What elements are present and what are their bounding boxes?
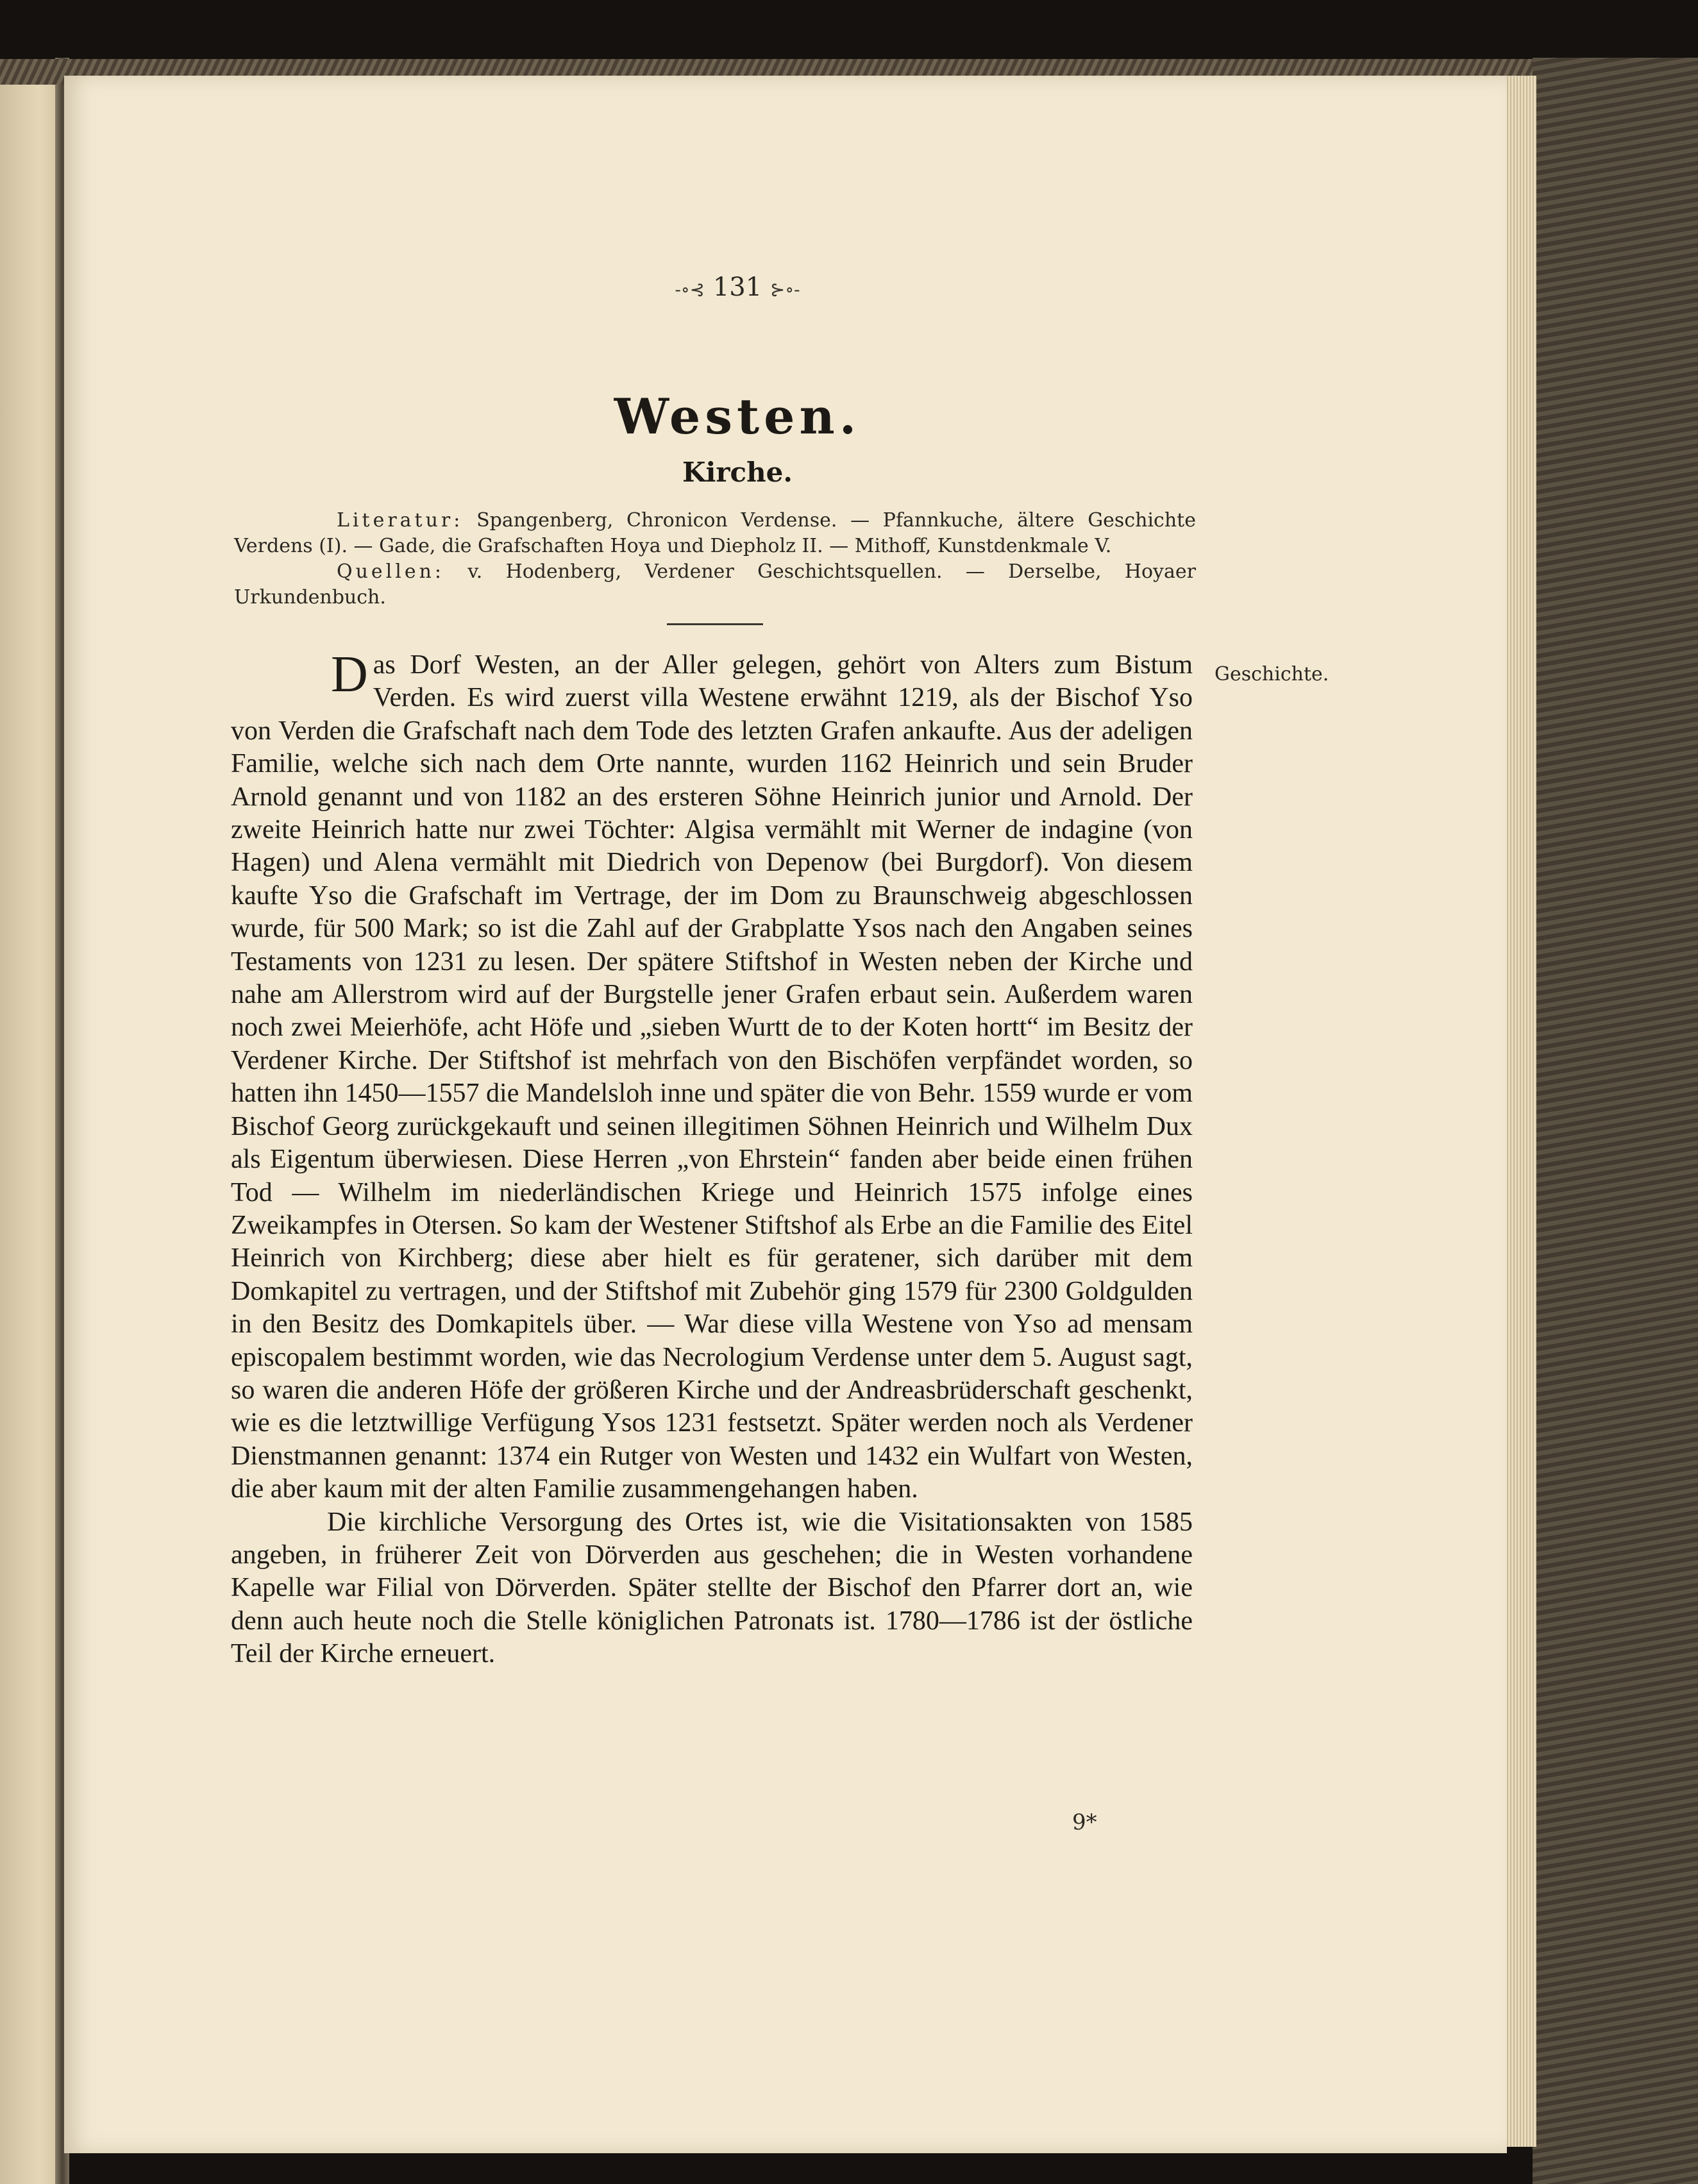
drop-cap: D: [331, 646, 368, 703]
paragraph-1-text: as Dorf Westen, an der Aller gelegen, gehört von Alters zum Bistum Verden. Es wird zuerst villa Westene erwähnt 1219, als der Bischof Yso von Verden die Grafschaft nach dem Tode des letzten Grafen ankaufte. Aus der adeligen Familie, welche sich nach dem Orte nannte, wurden 1162 Heinrich und sein Bruder Arnold genannt und von 1182 an des ersteren Söhne Heinrich junior und Arnold. Der zweite Heinrich hatte nur zwei Töchter: Algisa vermählt mit Werner de indagine (von Hagen) und Alena vermählt mit Diedrich von Depenow (bei Burgdorf). Von diesem kaufte Yso die Grafschaft im Vertrage, der im Dom zu Braunschweig abgeschlossen wurde, für 500 Mark; so ist die Zahl auf der Grabplatte Ysos nach den Angaben seines Testaments von 1231 zu lesen. Der spätere Stiftshof in Westen neben der Kirche und nahe am Allerstrom wird auf der Burgstelle jener Grafen erbaut sein. Außerdem waren noch zwei Meierhöfe, acht Höfe und „sieben Wurtt de to der Koten hortt“ im Besitz der Verdener Kirche. Der Stiftshof ist mehrfach von den Bischöfen verpfändet worden, so hatten ihn 1450—1557 die Mandelsloh inne und später die von Behr. 1559 wurde er vom Bischof Georg zurückgekauft und seinen illegitimen Söhnen Heinrich und Wilhelm Dux als Eigentum überwiesen. Diese Herren „von Ehrstein“ fanden aber beide einen frühen Tod — Wilhelm im niederländischen Kriege und Heinrich 1575 infolge eines Zweikampfes in Otersen. So kam der Westener Stiftshof als Erbe an die Familie des Eitel Heinrich von Kirchberg; diese aber hielt es für geratener, sich darüber mit dem Domkapitel zu vertragen, und der Stiftshof mit Zubehör ging 1579 für 2300 Goldgulden in den Besitz des Domkapitels über. — War diese villa Westene von Yso ad mensam episcopalem bestimmt worden, wie das Necrologium Verdense unter dem 5. August sagt, so waren die anderen Höfe der größeren Kirche und der Andreasbrüderschaft geschenkt, wie es die letztwillige Verfügung Ysos 1231 festsetzt. Später werden noch als Verdener Dienstmannen genannt: 1374 ein Rutger von Westen und 1432 ein Wulfart von Westen, die aber kaum mit der alten Familie zusammengehangen haben.: [231, 650, 1193, 1504]
page-title: Westen.: [614, 388, 861, 445]
page-number: [603, 273, 872, 302]
literature-note: [234, 508, 1196, 559]
literature-label: Literatur:: [337, 509, 464, 532]
section-divider: [667, 623, 763, 625]
page-number-value: 131: [712, 273, 762, 302]
body-text: [231, 646, 1193, 1671]
paragraph-2: Die kirchliche Versorgung des Ortes ist, wie die Visitationsakten von 1585 angeben, in früherer Zeit von Dörverden aus geschehen; die in Westen vorhandene Kapelle war Filial von Dörverden. Später stellte der Bischof den Pfarrer dort an, wie denn auch heute noch die Stelle königlichen Patronats ist. 1780—1786 ist der östliche Teil der Kirche erneuert.: [231, 1507, 1193, 1669]
signature-mark: 9*: [1072, 1810, 1097, 1835]
literature-text: Spangenberg, Chronicon Verdense. — Pfannkuche, ältere Geschichte Verdens (I). — Gade, die Grafschaften Hoya und Diepholz II. — Mithoff, Kunstdenkmale V.: [234, 509, 1196, 557]
facing-page-edge: [0, 80, 55, 2184]
ornament-right-icon: ⊱∘-: [769, 279, 800, 300]
sources-text: v. Hodenberg, Verdener Geschichtsquellen. — Derselbe, Hoyaer Urkundenbuch.: [234, 560, 1196, 609]
cover-edge-right: [1533, 58, 1698, 2184]
margin-note: Geschichte.: [1215, 663, 1329, 685]
paragraph-1: [231, 646, 1193, 1506]
sources-note: [234, 559, 1196, 610]
sources-label: Quellen:: [337, 560, 445, 583]
page-edges: [1502, 76, 1536, 2147]
page-subtitle: Kirche.: [682, 457, 793, 488]
ornament-left-icon: -∘⊰: [675, 279, 705, 300]
